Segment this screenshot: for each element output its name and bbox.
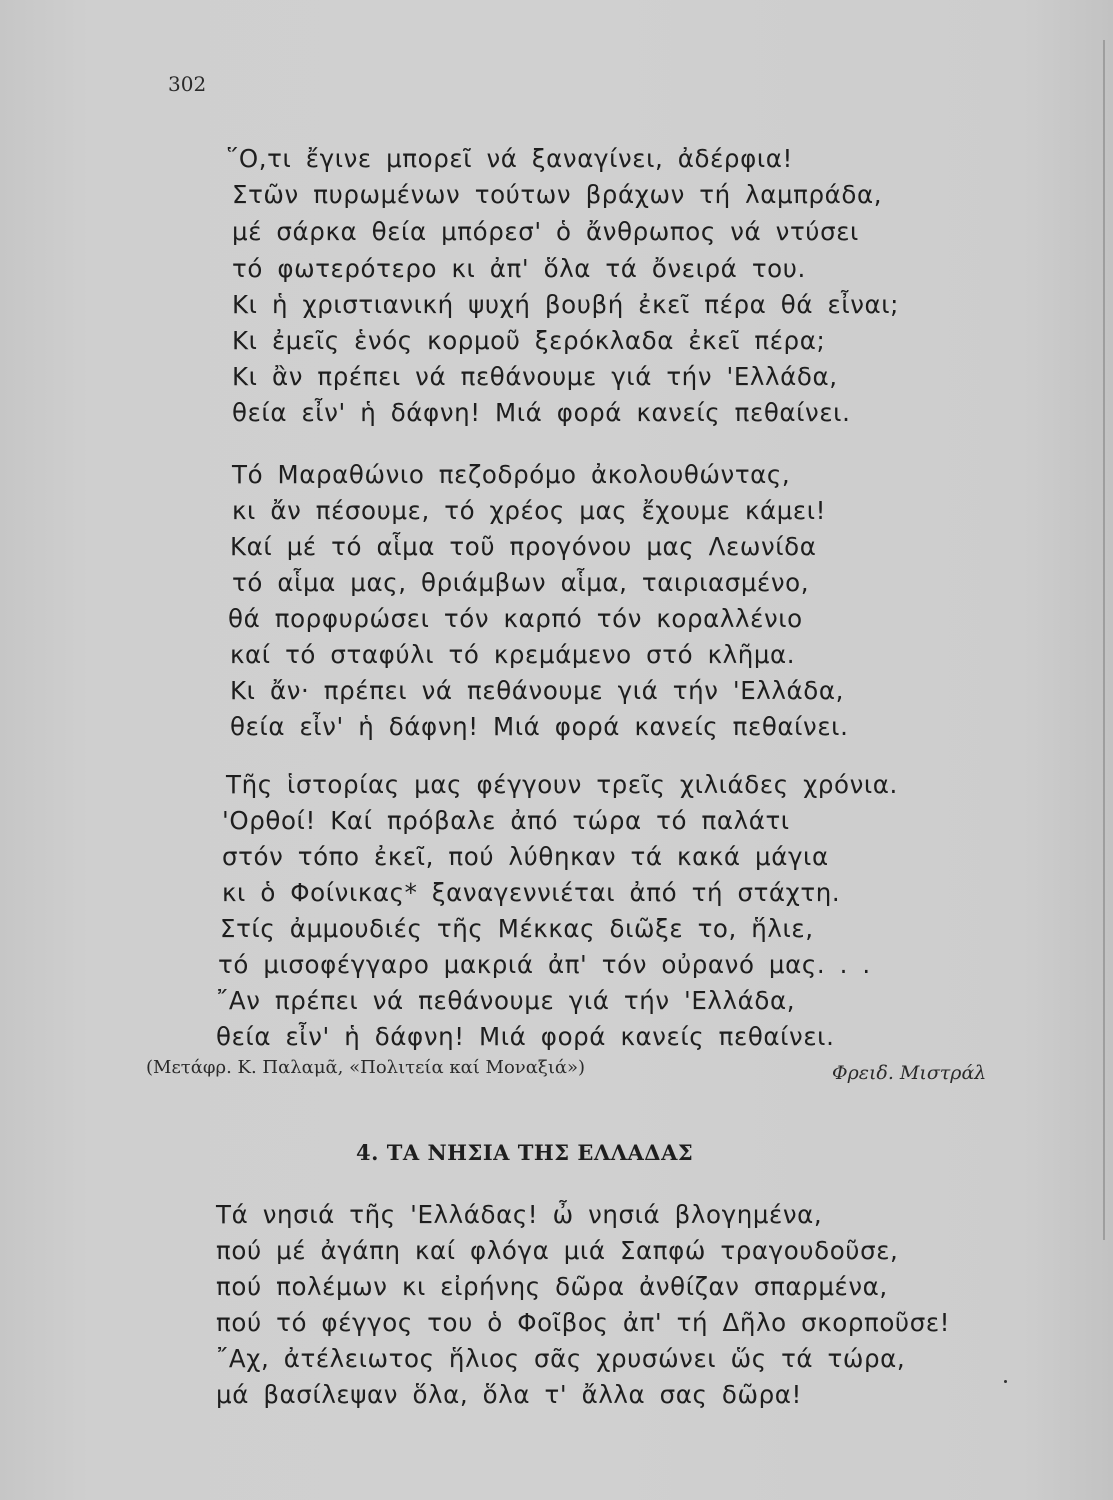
poem-line: Κι ἄν· πρέπει νά πεθάνουμε γιά τήν 'Ελλάδα, — [230, 676, 844, 705]
poem-line: πού πολέμων κι εἰρήνης δῶρα ἀνθίζαν σπαρμένα, — [216, 1272, 888, 1301]
translation-note: (Μετάφρ. Κ. Παλαμᾶ, «Πολιτεία καί Μοναξιά») — [146, 1057, 586, 1078]
poem-line: πού μέ ἀγάπη καί φλόγα μιά Σαπφώ τραγουδοῦσε, — [216, 1236, 899, 1265]
page-edge — [1103, 40, 1105, 1240]
poem-line: κι ὁ Φοίνικας* ξαναγεννιέται ἀπό τή στάχτη. — [222, 878, 841, 907]
poem-line: θά πορφυρώσει τόν καρπό τόν κοραλλένιο — [228, 604, 803, 633]
scan-speck — [1004, 1380, 1007, 1383]
poem-line: μά βασίλεψαν ὅλα, ὅλα τ' ἄλλα σας δῶρα! — [216, 1380, 802, 1409]
poem-line: στόν τόπο ἐκεῖ, πού λύθηκαν τά κακά μάγια — [222, 842, 829, 871]
poem-line: 'Ορθοί! Καί πρόβαλε ἀπό τώρα τό παλάτι — [222, 806, 790, 835]
poem-line: κι ἄν πέσουμε, τό χρέος μας ἔχουμε κάμει! — [232, 496, 827, 525]
poem-line: τό αἷμα μας, θριάμβων αἷμα, ταιριασμένο, — [232, 568, 810, 597]
poem-line: Κι ἡ χριστιανική ψυχή βουβή ἐκεῖ πέρα θά εἶναι; — [232, 290, 899, 319]
poem-line: Στῶν πυρωμένων τούτων βράχων τή λαμπράδα, — [232, 180, 883, 209]
poem-line: Κι ἐμεῖς ἑνός κορμοῦ ξερόκλαδα ἐκεῖ πέρα; — [232, 326, 826, 355]
poem-line: Τά νησιά τῆς 'Ελλάδας! ὦ νησιά βλογημένα, — [216, 1200, 823, 1229]
poem-line: Καί μέ τό αἷμα τοῦ προγόνου μας Λεωνίδα — [230, 532, 817, 561]
section-title: 4. ΤΑ ΝΗΣΙΑ ΤΗΣ ΕΛΛΑΔΑΣ — [356, 1140, 694, 1165]
poem-line: ῎Αχ, ἀτέλειωτος ἥλιος σᾶς χρυσώνει ὥς τά τώρα, — [216, 1344, 906, 1373]
page-number: 302 — [168, 72, 207, 96]
poem-line: Τῆς ἱστορίας μας φέγγουν τρεῖς χιλιάδες χρόνια. — [226, 770, 898, 799]
poem-line: ῎Αν πρέπει νά πεθάνουμε γιά τήν 'Ελλάδα, — [216, 986, 796, 1015]
poem-line: Τό Μαραθώνιο πεζοδρόμο ἀκολουθώντας, — [232, 460, 791, 489]
poem-line: θεία εἶν' ἡ δάφνη! Μιά φορά κανείς πεθαίνει. — [232, 398, 851, 427]
poem-line: θεία εἶν' ἡ δάφνη! Μιά φορά κανείς πεθαίνει. — [216, 1022, 835, 1051]
poem-line: τό μισοφέγγαρο μακριά ἀπ' τόν οὐρανό μας. . . — [218, 950, 871, 979]
poem-author: Φρειδ. Μιστράλ — [832, 1062, 987, 1084]
poem-line: πού τό φέγγος του ὁ Φοῖβος ἀπ' τή Δῆλο σκορποῦσε! — [216, 1308, 951, 1337]
poem-line: Κι ἂν πρέπει νά πεθάνουμε γιά τήν 'Ελλάδα, — [232, 362, 838, 391]
poem-line: τό φωτερότερο κι ἀπ' ὅλα τά ὄνειρά του. — [232, 254, 806, 283]
poem-line: μέ σάρκα θεία μπόρεσ' ὁ ἄνθρωπος νά ντύσει — [232, 217, 859, 246]
poem-line: ῞Ο,τι ἔγινε μπορεῖ νά ξαναγίνει, ἀδέρφια! — [226, 144, 793, 173]
poem-line: Στίς ἀμμουδιές τῆς Μέκκας διῶξε το, ἥλιε, — [220, 914, 814, 943]
poem-line: καί τό σταφύλι τό κρεμάμενο στό κλῆμα. — [230, 640, 796, 669]
poem-line: θεία εἶν' ἡ δάφνη! Μιά φορά κανείς πεθαίνει. — [230, 712, 849, 741]
